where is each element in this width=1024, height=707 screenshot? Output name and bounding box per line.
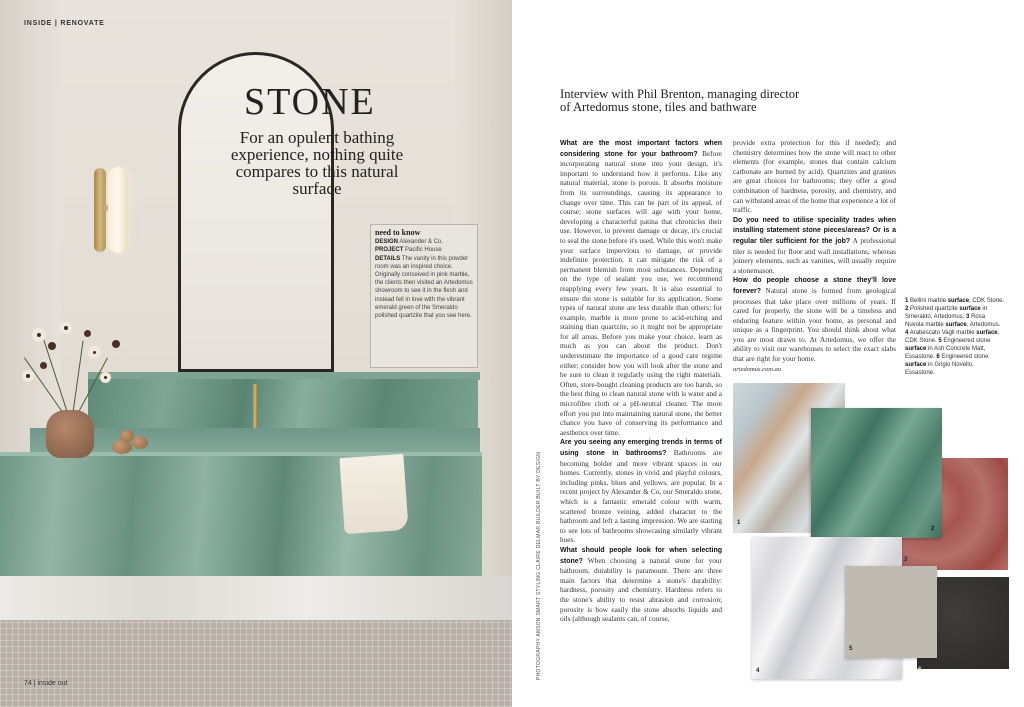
section-label: INSIDE | RENOVATE xyxy=(24,20,105,27)
swatch-smeraldo-quartzite xyxy=(811,408,942,538)
answer: Before incorporating natural stone into your design, it's important to understand how it performs. Like any natural material, stone is porous. It absorbs moisture from its surroundings, causing its appearance to change over time. This can be part of its appeal, of course; stone surfaces will age with your home, developing a characterful patina that chronicles their use. However, to prevent damage or decay, it's crucial to seal the stone before it's used. While this won't make your surface impervious to damage, or provide indefinite protection, it can mitigate the risk of a permanent blemish from most substances. Depending on the type of sealant you use, we recommend reapplying every few years. It is also essential to ensure the stone is suitable for its application. Some types of natural stone are less durable than others; for example, marble is more prone to acid-etching and staining than quartzite, so it might not be appropriate for all areas. Before you make your choice, learn as much as you can about the product. Don't underestimate the importance of a good care regime either; consider how you will look after the stone and be sure to clean it regularly using the right materials. Often, store-bought cleaning products are too harsh, so the best thing to clean natural stone with is water and a microfibre cloth or a pH-neutral cleaner. The more effort you put into maintaining natural stone, the better chance you have of conserving its performance and aesthetics over time. xyxy=(560,148,722,437)
caption-item: 3 Rosa Nuvola marble surface, Artedomus. xyxy=(905,314,1001,328)
caption-item: 5 Engineered stone surface in Ash Concrete Matt, Essastone. xyxy=(905,338,991,360)
caption-item: 4 Arabescato Vagli marble surface, CDK Stone. xyxy=(905,330,1000,344)
wall-sconce-shade xyxy=(108,167,128,253)
answer: Bathrooms are becoming bolder and more vibrant spaces in our homes. Currently, stones in vivid and playful colours, including pinks, blues and yellows, are popular. In a recent project by Alexander & Co, our Smeraldo stone, which is a fantastic emerald colour with warm, scattered bronze veining, added character to the bathroom and left a lasting impression. We are starting to see lots of bathrooms showcasing similarly vibrant hues. xyxy=(560,448,722,545)
question: Do you need to utilise speciality trades when installing statement stone pieces/areas? Or is a regular tiler sufficient for the job? xyxy=(733,216,896,245)
mosaic-floor xyxy=(0,620,512,707)
question: What should people look for when selecting stone? xyxy=(560,546,722,565)
need-to-know-heading: need to know xyxy=(375,228,421,237)
swatch-number: 4 xyxy=(756,668,760,674)
article-column-1 xyxy=(560,138,722,624)
caption-item: 2 Polished quartzite surface in Smeraldo, Artedomus. xyxy=(905,306,988,320)
website-link[interactable]: artedomus.com.au xyxy=(733,365,782,373)
answer: When choosing a natural stone for your bathroom, durability is paramount. There are three main factors that determine a stone's durability: hardness, porosity and chemistry. Hardness refers to the stone's ability to resist abrasion and corrosion; porosity is how easily the stone absorbs liquids and oils (although sealants can, of course, xyxy=(560,555,723,624)
question: What are the most important factors when considering stone for your bathroom? xyxy=(560,140,722,158)
flower-bloom xyxy=(22,370,34,382)
flower-bud xyxy=(40,362,47,369)
page-folio: 74 | inside out xyxy=(24,680,68,687)
swatch-number: 3 xyxy=(904,557,908,563)
project-credit: PROJECT Pacific House xyxy=(375,247,442,254)
marble-wall-base xyxy=(0,576,512,620)
swatch-number: 1 xyxy=(737,520,741,526)
answer: A professional tiler is needed for floor and wall installations, whereas joinery elements, such as vanities, will usually require a stonemason. xyxy=(733,235,896,275)
details-text: DETAILS The vanity in this powder room was an inspired choice. Originally conceived in pink marble, the clients then visited an Artedomus showroom to see it in the flesh and instead fell in love with the vibrant emerald green of the Smeraldo polished quartzite that you see here. xyxy=(375,255,473,320)
swatch-number: 5 xyxy=(849,646,853,652)
design-credit: DESIGN Alexander & Co. xyxy=(375,239,444,246)
ceramic-object xyxy=(132,436,148,449)
interview-heading: Interview with Phil Brenton, managing director of Artedomus stone, tiles and bathware xyxy=(560,87,800,114)
feature-title: STONE xyxy=(244,81,376,123)
swatch-number: 6 xyxy=(918,667,922,673)
question: Are you seeing any emerging trends in terms of using stone in bathrooms? xyxy=(560,439,722,457)
hand-towel xyxy=(339,454,408,534)
brass-faucet xyxy=(253,384,257,432)
answer: Natural stone is formed from geological processes that take place over millions of years. If cared for properly, the stone will be a timeless and enduring feature within your home, as personal and unique as a fingerprint. You should think about what you are most drawn to. At Artedomus, we offer the ability to visit our warehouses to select the exact slabs that are right for your home. xyxy=(733,285,896,364)
green-quartzite-vanity xyxy=(0,452,482,576)
flower-bloom xyxy=(88,346,101,359)
green-marble-backsplash xyxy=(88,379,478,429)
ceramic-vase xyxy=(46,410,94,458)
answer: provide extra protection for this if needed); and chemistry determines how the stone will react to other elements (for example, stones that contain calcium carbonate are burned by acid). Quartzites and granites are great choices for bathrooms; they offer a good combination of hardness, porosity, and chemistry, and can withstand areas of the home that experience a lot of traffic. xyxy=(733,138,896,215)
flower-bloom xyxy=(60,322,72,334)
article-column-2 xyxy=(733,138,896,374)
flower-bloom xyxy=(100,372,111,383)
feature-subtitle: For an opulent bathing experience, nothing quite compares to this natural surface xyxy=(230,128,404,198)
need-to-know-box xyxy=(370,224,478,368)
photo-credit: PHOTOGRAPHY ANSON SMART STYLING CLAIRE DELMAR BUILDER BUILT BY DESIGN xyxy=(536,451,542,680)
ceramic-object xyxy=(112,440,132,454)
flower-bloom xyxy=(32,328,46,342)
flower-bud xyxy=(84,330,91,337)
caption-item: 6 Engineered stone surface in Grigio Novello, Essastone. xyxy=(905,354,989,376)
swatch-ash-concrete xyxy=(845,566,937,658)
caption-item: 1 Bellini marble surface, CDK Stone. xyxy=(905,298,1005,304)
flower-bud xyxy=(48,342,56,350)
flower-bud xyxy=(112,340,120,348)
swatch-captions xyxy=(905,297,1005,377)
swatch-number: 2 xyxy=(931,526,935,532)
question: How do people choose a stone they'll love forever? xyxy=(733,277,896,295)
